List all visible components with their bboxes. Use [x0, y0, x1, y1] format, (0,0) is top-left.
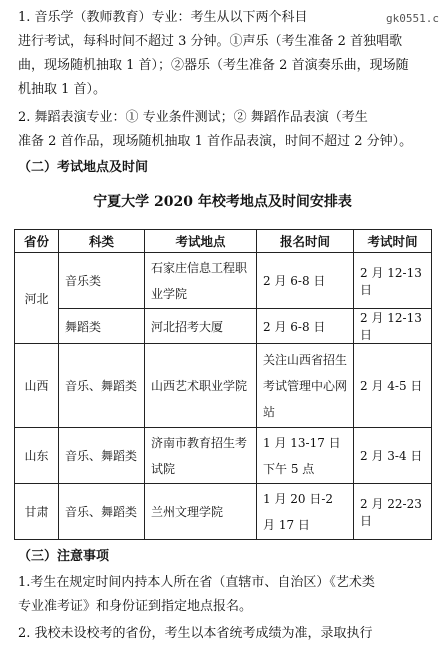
table-title: 宁夏大学 2020 年校考地点及时间安排表	[93, 194, 352, 210]
intro-item1-line2: 进行考试，每科时间不超过 3 分钟。①声乐（考生准备 2 首独唱歌	[18, 34, 403, 49]
cell-location: 济南市教育招生考试院	[145, 428, 257, 484]
cell-exam-time: 2 月 12-13 日	[354, 253, 432, 309]
header-registration: 报名时间	[257, 230, 354, 253]
cell-registration: 1 月 13-17 日下午 5 点	[257, 428, 354, 484]
table-header-row	[15, 230, 432, 253]
intro-item2-line2: 准备 2 首作品，现场随机抽取 1 首作品表演，时间不超过 2 分钟）。	[18, 134, 413, 149]
cell-category: 音乐、舞蹈类	[59, 428, 145, 484]
cell-location: 山西艺术职业学院	[145, 344, 257, 428]
schedule-table	[14, 229, 432, 540]
cell-location: 河北招考大厦	[145, 309, 257, 344]
site-watermark: gk0551.c	[386, 12, 439, 25]
cell-category: 音乐类	[59, 253, 145, 309]
cell-province: 甘肃	[15, 484, 59, 540]
cell-province: 山西	[15, 344, 59, 428]
cell-registration: 2 月 6-8 日	[257, 253, 354, 309]
cell-exam-time: 2 月 12-13 日	[354, 309, 432, 344]
table-row	[15, 428, 432, 484]
header-province: 省份	[15, 230, 59, 253]
table-row	[15, 344, 432, 428]
cell-province: 山东	[15, 428, 59, 484]
intro-item1-line3: 曲，现场随机抽取 1 首）；②器乐（考生准备 2 首演奏乐曲，现场随	[18, 58, 409, 73]
cell-registration: 1 月 20 日-2 月 17 日	[257, 484, 354, 540]
table-row	[15, 484, 432, 540]
header-location: 考试地点	[145, 230, 257, 253]
cell-category: 舞蹈类	[59, 309, 145, 344]
section2-heading: （二）考试地点及时间	[18, 160, 149, 175]
header-category: 科类	[59, 230, 145, 253]
table-row	[15, 253, 432, 309]
cell-registration: 关注山西省招生考试管理中心网站	[257, 344, 354, 428]
cell-category: 音乐、舞蹈类	[59, 484, 145, 540]
table-row	[15, 309, 432, 344]
cell-location: 兰州文理学院	[145, 484, 257, 540]
section3-heading: （三）注意事项	[18, 549, 110, 564]
header-exam-time: 考试时间	[354, 230, 432, 253]
cell-province: 河北	[15, 253, 59, 344]
cell-exam-time: 2 月 22-23 日	[354, 484, 432, 540]
note2-line1: 2. 我校未设校考的省份，考生以本省统考成绩为准，录取执行	[18, 626, 373, 641]
note1-line1: 1.考生在规定时间内持本人所在省（直辖市、自治区）《艺术类	[18, 575, 375, 590]
cell-exam-time: 2 月 4-5 日	[354, 344, 432, 428]
intro-item1-line1: 1. 音乐学（教师教育）专业：考生从以下两个科目	[18, 10, 308, 25]
intro-item1-line4: 机抽取 1 首）。	[18, 82, 107, 97]
intro-item2-line1: 2. 舞蹈表演专业：① 专业条件测试；② 舞蹈作品表演（考生	[18, 110, 368, 125]
cell-registration: 2 月 6-8 日	[257, 309, 354, 344]
note1-line2: 专业准考证》和身份证到指定地点报名。	[18, 599, 253, 614]
cell-exam-time: 2 月 3-4 日	[354, 428, 432, 484]
cell-category: 音乐、舞蹈类	[59, 344, 145, 428]
cell-location: 石家庄信息工程职业学院	[145, 253, 257, 309]
